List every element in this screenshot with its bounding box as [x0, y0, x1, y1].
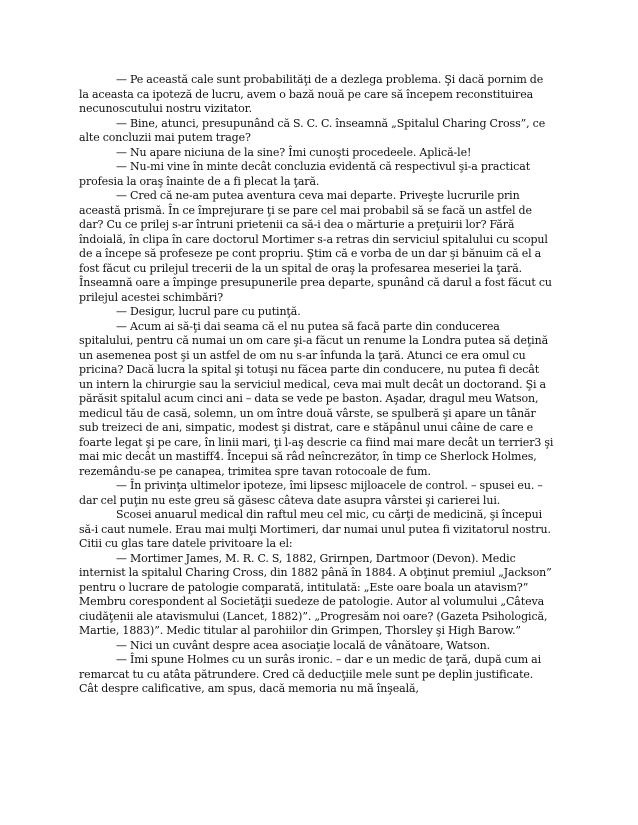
paragraph: — Desigur, lucrul pare cu putinţă.: [116, 305, 301, 318]
paragraph: — Pe această cale sunt probabilităţi de a dezlega problema. Şi dacă pornim de la aceasta ca ipoteză de lucru, avem o bază nouă pe care să începem reconstituirea necunoscutului nostru vizitator.: [79, 73, 544, 115]
book-page: [79, 73, 555, 697]
paragraph: — Nu apare niciuna de la sine? Îmi cunoşti procedeele. Aplică-le!: [116, 145, 472, 159]
paragraph: — Nu-mi vine în minte decât concluzia evidentă că respectivul şi-a practicat profesia la oraş înainte de a fi plecat la ţară.: [79, 160, 531, 188]
paragraph: Scosei anuarul medical din raftul meu cel mic, cu cărţi de medicină, şi începui să-i caut numele. Erau mai mulţi Mortimeri, dar numai unul putea fi vizitatorul nostru. Citii cu glas tare datele privitoare la el:: [79, 508, 551, 550]
paragraph: — Nici un cuvânt despre acea asociaţie locală de vânătoare, Watson.: [116, 638, 491, 652]
paragraph: — Cred că ne-am putea aventura ceva mai departe. Priveşte lucrurile prin această prismă. În ce împrejurare ţi se pare cel mai probabil să se facă un astfel de dar? Cu ce prilej s-ar întruni prietenii ca să-i dea o mărturie a preţuirii lor? Fără îndoială, în clipa în care doctorul Mortimer s-a retras din serviciul spitalului cu scopul de a începe să profeseze pe cont propriu. Ştim că e vorba de un dar şi bănuim că el a fost făcut cu prilejul trecerii de la un spital de oraş la profesarea meseriei la ţară. Înseamnă oare a împinge presupunerile prea departe, spunând că darul a fost făcut cu prilejul acestei schimbări?: [79, 189, 552, 304]
paragraph: — Acum ai să-ţi dai seama că el nu putea să facă parte din conducerea spitalului, pentru că numai un om care şi-a făcut un renume la Londra putea să deţină un asemenea post şi un astfel de om nu s-ar înfunda la ţară. Atunci ce era omul cu pricina? Dacă lucra la spital şi totuşi nu făcea parte din conducere, nu putea fi decât un intern la chirurgie sau la serviciul medical, ceva mai mult decât un doctorand. Şi a părăsit spitalul acum cinci ani – data se vede pe baston. Aşadar, dragul meu Watson, medicul tău de casă, solemn, un om între două vârste, se spulberă şi apare un tânăr sub treizeci de ani, simpatic, modest şi distrat, care e stăpânul unui câine de care e foarte legat şi pe care, în linii mari, ţi l-aş descrie ca fiind mai mare decât un terrier3 şi mai mic decât un mastiff4. Începui să râd neîncrezător, în timp ce Sherlock Holmes, rezemându-se pe canapea, trimitea spre tavan rotocoale de fum.: [79, 319, 554, 478]
paragraph: — Îmi spune Holmes cu un surâs ironic. – dar e un medic de ţară, după cum ai remarcat tu cu atâta pătrundere. Cred că deducţiile mele sunt pe deplin justificate. Cât despre calificative, am spus, dacă memoria nu mă înşeală,: [79, 653, 542, 695]
paragraph: — Bine, atunci, presupunând că S. C. C. înseamnă „Spitalul Charing Cross”, ce alte concluzii mai putem trage?: [79, 116, 546, 144]
paragraph: — În privinţa ultimelor ipoteze, îmi lipsesc mijloacele de control. – spusei eu. – dar cel puţin nu este greu să găsesc câteva date asupra vârstei şi carierei lui.: [79, 479, 543, 507]
paragraph: — Mortimer James, M. R. C. S, 1882, Grirnpen, Dartmoor (Devon). Medic internist la spitalul Charing Cross, din 1882 până în 1884. A obţinut premiul „Jackson” pentru o lucrare de patologie comparată, intitulată: „Este oare boala un atavism?” Membru corespondent al Societăţii suedeze de patologie. Autor al volumului „Câteva ciudăţenii ale atavismului (Lancet, 1882)”. „Progresăm noi oare? (Gazeta Psihologică, Martie, 1883)”. Medic titular al parohiilor din Grimpen, Thorsley şi High Barow.”: [79, 551, 552, 637]
